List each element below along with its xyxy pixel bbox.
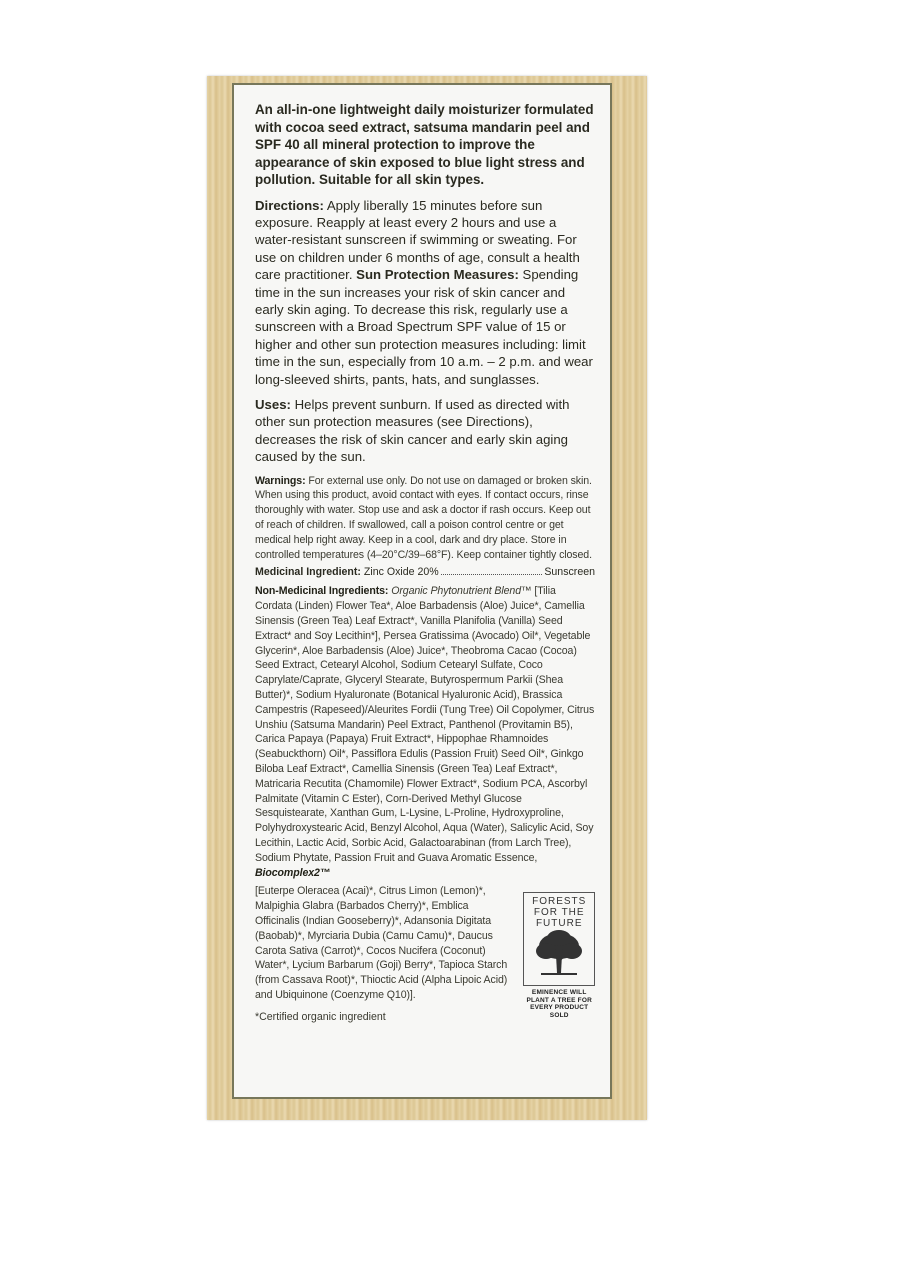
directions-label: Directions:	[255, 197, 324, 213]
medicinal-ingredient: Zinc Oxide 20%	[363, 566, 439, 579]
tree-icon	[529, 929, 589, 977]
logo-line-2: FOR THE	[533, 907, 585, 919]
logo-footer: EMINENCE WILL PLANT A TREE FOR EVERY PRODUCT SOLD	[526, 989, 592, 1019]
sun-protection-text: Spending time in the sun increases your risk of skin cancer and early skin aging. To decrease this risk, regularly use a sunscreen with a Broad Spectrum SPF value of 15 or higher and other sun protection measures including: limit time in the sun, especially from 10 a.m. – 2 p.m. and wear long-sleeved shirts, pants, hats, and sunglasses.	[255, 267, 593, 387]
ingredients-text-a: [Tilia Cordata (Linden) Flower Tea*, Aloe Barbadensis (Aloe) Juice*, Camellia Sinensis (Green Tea) Leaf Extract*, Vanilla Planifolia (Vanilla) Seed Extract* and Soy Lecithin*], Persea Gratissima (Avocado) Oil*, Vegetable Glycerin*, Aloe Barbadensis (Aloe) Juice*, Theobroma Cacao (Cocoa) Seed Extract, Cetearyl Alcohol, Sodium Cetearyl Sulfate, Coco Caprylate/Caprate, Glyceryl Stearate, Butyrospermum Parkii (Shea Butter)*, Sodium Hyaluronate (Botanical Hyaluronic Acid), Brassica Campestris (Rapeseed)/Aleurites Fordii (Tung Tree) Oil Copolymer, Citrus Unshiu (Satsuma Mandarin) Peel Extract, Panthenol (Provitamin B5), Carica Papaya (Papaya) Fruit Extract*, Hippophae Rhamnoides (Seabuckthorn) Oil*, Passiflora Edulis (Passion Fruit) Seed Oil*, Ginkgo Biloba Leaf Extract*, Camellia Sinensis (Green Tea) Leaf Extract*, Matricaria Recutita (Chamomile) Flower Extract*, Sodium PCA, Ascorbyl Palmitate (Vitamin C Ester), Corn-Derived Methyl Glucose Sesquistearate, Xanthan Gum, L-Lysine, L-Proline, Hydroxyproline, Polyhydroxystearic Acid, Benzyl Alcohol, Aqua (Water), Salicylic Acid, Soy Lecithin, Lactic Acid, Sorbic Acid, Galactoarabinan (from Larch Tree), Sodium Phytate, Passion Fruit and Guava Aromatic Essence,	[255, 585, 595, 864]
ingredients-logo-row	[255, 884, 595, 1022]
non-medicinal-label: Non-Medicinal Ingredients:	[255, 585, 389, 598]
non-medicinal-section	[255, 584, 595, 880]
directions-text: Apply liberally 15 minutes before sun exposure. Reapply at least every 2 hours and use a water-resistant sunscreen if swimming or sweating. For use on children under 6 months of age, consult a health care practitioner.	[255, 197, 580, 283]
certified-note: *Certified organic ingredient	[255, 1010, 386, 1023]
dot-leader	[441, 574, 543, 575]
uses-section	[255, 396, 595, 466]
forests-logo-box	[523, 892, 595, 986]
warnings-text: For external use only. Do not use on damaged or broken skin. When using this product, avoid contact with eyes. If contact occurs, rinse thoroughly with water. Stop use and ask a doctor if rash occurs. Keep out of reach of children. If swallowed, call a poison control centre or get medical help right away. Keep in a cool, dark and dry place. Store in controlled temperatures (4–20°C/39–68°F). Keep container tightly closed.	[255, 474, 592, 561]
ingredients-text-b: [Euterpe Oleracea (Acai)*, Citrus Limon (Lemon)*, Malpighia Glabra (Barbados Cherry)*, Emblica Officinalis (Indian Gooseberry)*, Adansonia Digitata (Baobab)*, Myrciaria Dubia (Camu Camu)*, Daucus Carota Sativa (Carrot)*, Cocos Nucifera (Coconut) Water*, Lycium Barbarum (Goji) Berry*, Tapioca Starch (from Cassava Root)*, Thioctic Acid (Alpha Lipoic Acid) and Ubiquinone (Coenzyme Q10)].	[255, 885, 508, 1001]
forests-logo	[523, 892, 595, 1022]
uses-label: Uses:	[255, 396, 291, 412]
medicinal-ingredient-line	[255, 566, 595, 578]
label-content	[255, 101, 595, 1023]
intro-text: An all-in-one lightweight daily moisturizer formulated with cocoa seed extract, satsuma mandarin peel and SPF 40 all mineral protection to improve the appearance of skin exposed to blue light stress and pollution. Suitable for all skin types.	[255, 102, 594, 187]
logo-line-3: FUTURE	[535, 918, 583, 930]
warnings-section	[255, 474, 595, 563]
medicinal-label: Medicinal Ingredient:	[255, 566, 361, 579]
logo-line-1: FORESTS	[532, 896, 587, 908]
warnings-label: Warnings:	[255, 474, 306, 487]
uses-text: Helps prevent sunburn. If used as directed with other sun protection measures (see Directions), decreases the risk of skin cancer and early skin aging caused by the sun.	[255, 396, 570, 465]
directions-section	[255, 197, 595, 388]
medicinal-purpose: Sunscreen	[544, 566, 595, 579]
sun-protection-label: Sun Protection Measures:	[356, 267, 519, 283]
biocomplex-name: Biocomplex2™	[255, 866, 331, 879]
blend-name: Organic Phytonutrient Blend™	[391, 585, 532, 598]
